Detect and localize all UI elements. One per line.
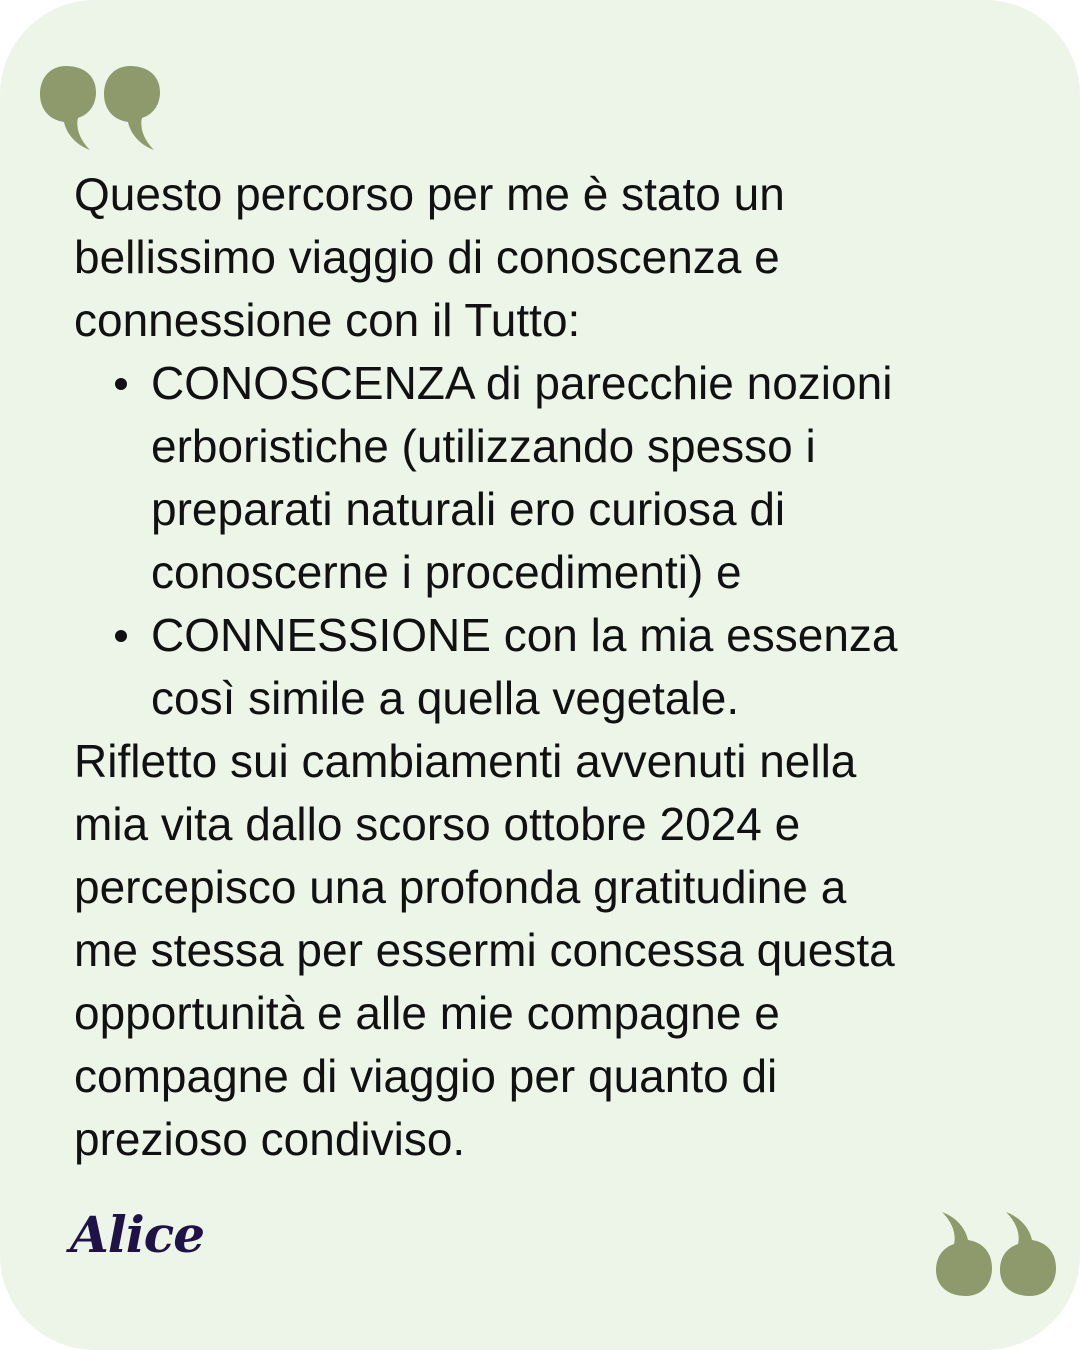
bullet-item-connessione bbox=[151, 604, 1014, 730]
closing-line: me stessa per essermi concessa questa bbox=[74, 924, 895, 976]
bullet-list bbox=[74, 352, 1014, 730]
bullet-line: così simile a quella vegetale. bbox=[151, 672, 740, 724]
bullet-dot-icon bbox=[115, 630, 127, 642]
opening-quote-icon bbox=[38, 64, 162, 152]
bullet-line: conoscerne i procedimenti) e bbox=[151, 546, 742, 598]
closing-line: compagne di viaggio per quanto di bbox=[74, 1050, 778, 1102]
closing-quote-icon bbox=[934, 1210, 1058, 1298]
closing-line: mia vita dallo scorso ottobre 2024 e bbox=[74, 798, 801, 850]
intro-line: connessione con il Tutto: bbox=[74, 294, 581, 346]
bullet-line: erboristiche (utilizzando spesso i bbox=[151, 420, 816, 472]
closing-line: prezioso condiviso. bbox=[74, 1113, 466, 1165]
bullet-item-conoscenza bbox=[151, 352, 1014, 604]
intro-line: Questo percorso per me è stato un bbox=[74, 168, 785, 220]
closing-line: opportunità e alle mie compagne e bbox=[74, 987, 780, 1039]
testimonial-text bbox=[74, 163, 1014, 1171]
bullet-line: CONOSCENZA di parecchie nozioni bbox=[151, 357, 893, 409]
bullet-dot-icon bbox=[115, 378, 127, 390]
bullet-line: CONNESSIONE con la mia essenza bbox=[151, 609, 898, 661]
bullet-line: preparati naturali ero curiosa di bbox=[151, 483, 786, 535]
intro-line: bellissimo viaggio di conoscenza e bbox=[74, 231, 780, 283]
author-signature: Alice bbox=[70, 1205, 205, 1264]
closing-line: percepisco una profonda gratitudine a bbox=[74, 861, 847, 913]
closing-line: Rifletto sui cambiamenti avvenuti nella bbox=[74, 735, 857, 787]
